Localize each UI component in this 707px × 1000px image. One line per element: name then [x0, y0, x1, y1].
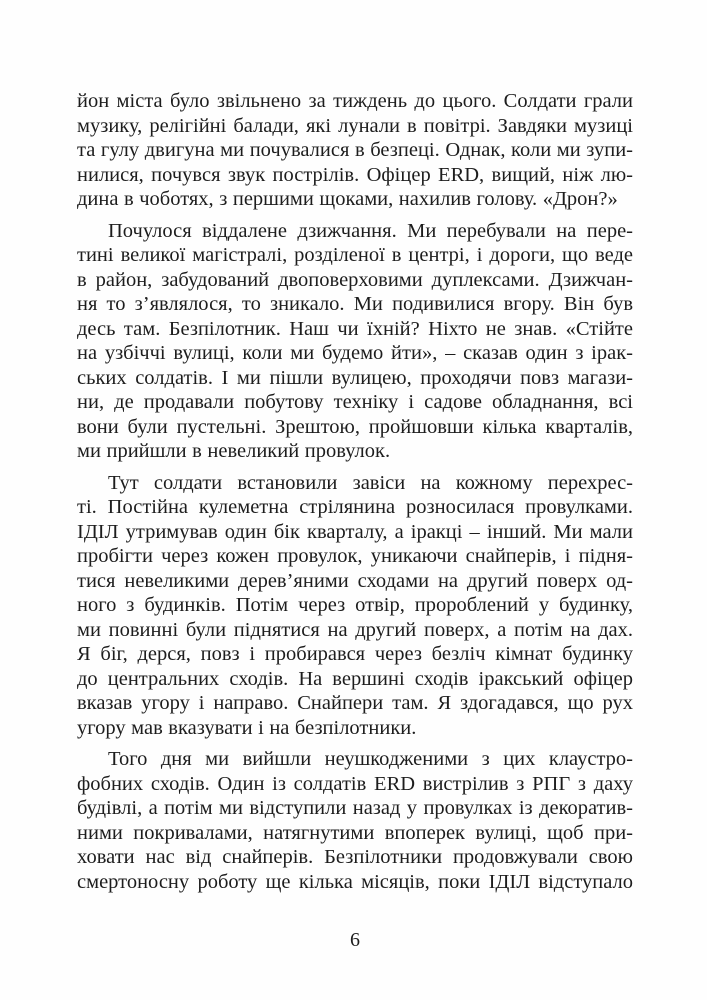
text-line: ного з будинків. Потім через отвір, пророблений у будинку,	[77, 594, 633, 616]
text-line: на узбіччі вулиці, коли ми будемо йти», – сказав один з ірак-	[77, 342, 633, 364]
text-line: угору мав вказувати і на безпілотники.	[77, 716, 417, 739]
text-line: йон міста було звільнено за тиждень до цього. Солдати грали	[77, 90, 633, 112]
text-line: ними покривалами, натягнутими впоперек вулиці, щоб при-	[77, 821, 633, 844]
text-line: нилися, почувся звук пострілів. Офіцер ERD, вищий, ніж лю-	[77, 163, 633, 186]
text-line: музику, релігійні балади, які лунали в повітрі. Завдяки музиці	[77, 114, 633, 137]
paragraph	[77, 219, 633, 464]
text-line: десь там. Безпілотник. Наш чи їхній? Ніхто не знав. «Стійте	[77, 317, 633, 340]
text-line: Я біг, дерся, повз і пробирався через безліч кімнат будинку	[77, 643, 633, 665]
text-line: Тут солдати встановили завіси на кожному перехрес-	[108, 471, 633, 494]
text-line: ховати нас від снайперів. Безпілотники продовжували свою	[77, 846, 633, 868]
text-line: дина в чоботях, з першими щоками, нахилив голову. «Дрон?»	[77, 188, 618, 210]
text-line: вказав угору і направо. Снайпери там. Я здогадався, що рух	[77, 692, 633, 714]
paragraph	[77, 89, 633, 212]
text-line: ми прийшли в невеликий провулок.	[77, 440, 391, 462]
paragraph	[77, 471, 633, 741]
text-line: тися невеликими дерев’яними сходами на другий поверх од-	[77, 569, 633, 592]
text-line: ни, де продавали побутову техніку і садове обладнання, всі	[77, 391, 633, 413]
text-line: фобних сходів. Один із солдатів ERD вистрілив з РПГ з даху	[77, 772, 633, 795]
text-line: Того дня ми вийшли неушкодженими з цих клаустро-	[108, 748, 633, 770]
text-line: ІДІЛ утримував один бік кварталу, а іракці – інший. Ми мали	[77, 520, 633, 543]
text-line: ня то з’являлося, то зникало. Ми подивилися вгору. Він був	[77, 293, 633, 315]
text-line: в район, забудований двоповерховими дуплексами. Дзижчан-	[77, 268, 633, 291]
text-block	[77, 89, 633, 894]
text-line: до центральних сходів. На вершині сходів іракський офіцер	[77, 667, 633, 690]
text-line: пробігти через кожен провулок, уникаючи снайперів, і підня-	[77, 545, 633, 567]
text-line: та гулу двигуна ми почувалися в безпеці. Однак, коли ми зупи-	[77, 139, 633, 161]
text-line: тині великої магістралі, розділеної в центрі, і дороги, що веде	[77, 244, 633, 266]
text-line: Почулося віддалене дзижчання. Ми перебували на пере-	[108, 219, 633, 242]
text-line: смертоносну роботу ще кілька місяців, поки ІДІЛ відступало	[77, 870, 633, 893]
text-line: будівлі, а потім ми відступили назад у провулках із декоратив-	[77, 797, 633, 819]
text-line: вони були пустельні. Зрештою, пройшовши кілька кварталів,	[77, 415, 633, 438]
text-line: ми повинні були піднятися на другий поверх, а потім на дах.	[77, 618, 633, 641]
text-line: ті. Постійна кулеметна стрілянина розносилася провулками.	[77, 496, 633, 518]
page-number: 6	[350, 929, 360, 951]
text-line: ських солдатів. І ми пішли вулицею, проходячи повз магази-	[77, 366, 633, 389]
paragraph	[77, 747, 633, 894]
